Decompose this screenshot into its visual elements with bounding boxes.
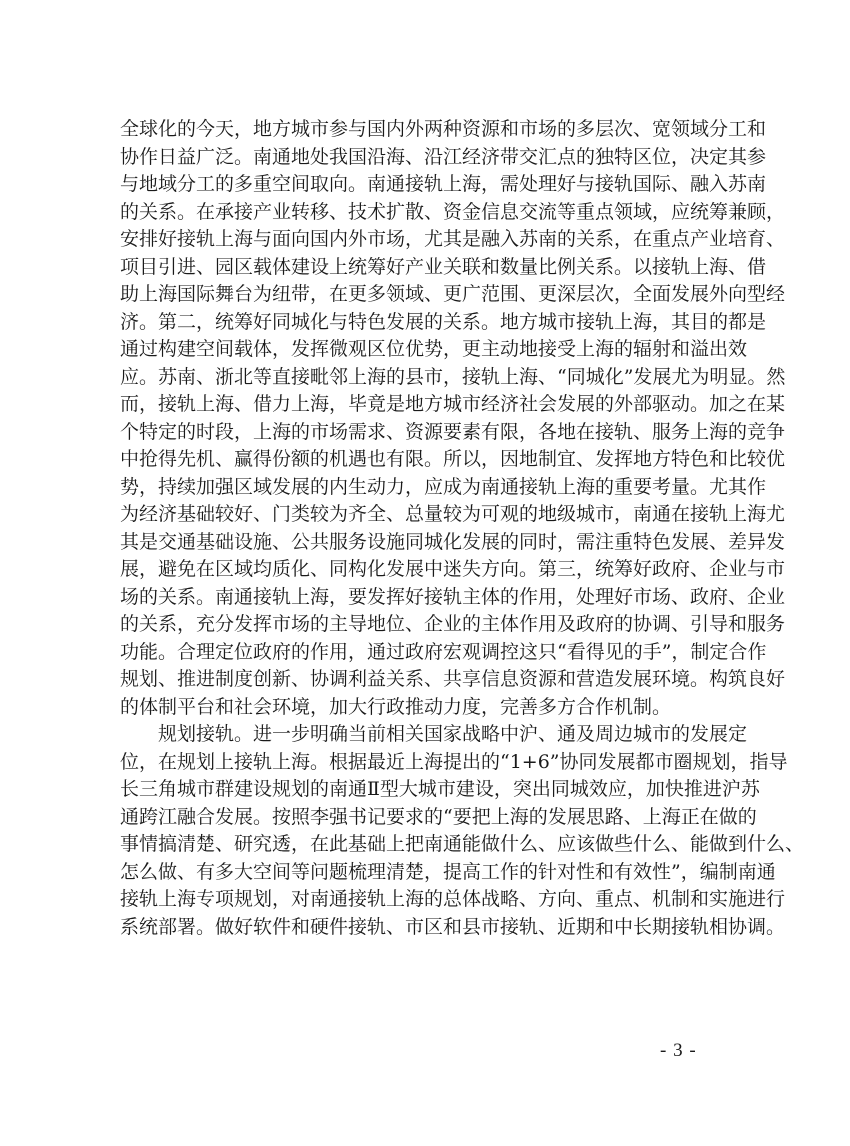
text-line: 功能。合理定位政府的作用，通过政府宏观调控这只“看得见的手”，制定合作 (120, 640, 767, 663)
page-number: - 3 - (660, 1040, 697, 1061)
text-line: 通跨江融合发展。按照李强书记要求的“要把上海的发展思路、上海正在做的 (120, 805, 757, 828)
text-line: 协作日益广泛。南通地处我国沿海、沿江经济带交汇点的独特区位，决定其参 (120, 145, 767, 168)
text-line: 的关系，充分发挥市场的主导地位、企业的主体作用及政府的协调、引导和服务 (120, 613, 786, 635)
text-line: 其是交通基础设施、公共服务设施同城化发展的同时，需注重特色发展、差异发 (120, 530, 786, 553)
text-line: 中抢得先机、赢得份额的机遇也有限。所以，因地制宜、发挥地方特色和比较优 (120, 448, 786, 470)
paragraph-1 (120, 116, 786, 721)
body-text (120, 116, 805, 941)
text-line: 应。苏南、浙北等直接毗邻上海的县市，接轨上海、“同城化”发展尤为明显。然 (120, 365, 786, 388)
text-line: 接轨上海专项规划，对南通接轨上海的总体战略、方向、重点、机制和实施进行 (120, 888, 786, 910)
text-line: 系统部署。做好软件和硬件接轨、市区和县市接轨、近期和中长期接轨相协调。 (120, 915, 786, 938)
text-line: 个特定的时段，上海的市场需求、资源要素有限，各地在接轨、服务上海的竞争 (120, 420, 786, 443)
text-line: 通过构建空间载体，发挥微观区位优势，更主动地接受上海的辐射和溢出效 (120, 338, 748, 360)
text-line: 济。第二，统筹好同城化与特色发展的关系。地方城市接轨上海，其目的都是 (120, 310, 767, 333)
paragraph-2 (120, 721, 805, 941)
text-line: 展，避免在区域均质化、同构化发展中迷失方向。第三，统筹好政府、企业与市 (120, 558, 786, 580)
text-line: 为经济基础较好、门类较为齐全、总量较为可观的地级城市，南通在接轨上海尤 (120, 503, 786, 525)
text-line: 而，接轨上海、借力上海，毕竟是地方城市经济社会发展的外部驱动。加之在某 (120, 393, 786, 415)
text-line: 位，在规划上接轨上海。根据最近上海提出的“1+6”协同发展都市圈规划，指导 (120, 750, 788, 773)
text-line: 势，持续加强区域发展的内生动力，应成为南通接轨上海的重要考量。尤其作 (120, 475, 767, 498)
text-line: 全球化的今天，地方城市参与国内外两种资源和市场的多层次、宽领域分工和 (120, 118, 767, 140)
text-line: 长三角城市群建设规划的南通Ⅱ型大城市建设，突出同城效应，加快推进沪苏 (120, 778, 760, 800)
text-line: 项目引进、园区载体建设上统筹好产业关联和数量比例关系。以接轨上海、借 (120, 255, 767, 278)
text-line: 场的关系。南通接轨上海，要发挥好接轨主体的作用，处理好市场、政府、企业 (120, 585, 786, 608)
text-line: 助上海国际舞台为纽带，在更多领域、更广范围、更深层次，全面发展外向型经 (120, 283, 786, 305)
text-line: 规划接轨。进一步明确当前相关国家战略中沪、通及周边城市的发展定 (158, 723, 748, 745)
text-line: 的关系。在承接产业转移、技术扩散、资金信息交流等重点领域，应统筹兼顾， (120, 200, 786, 223)
text-line: 安排好接轨上海与面向国内外市场，尤其是融入苏南的关系，在重点产业培育、 (120, 228, 786, 250)
text-line: 事情搞清楚、研究透，在此基础上把南通能做什么、应该做些什么、能做到什么、 (120, 833, 805, 855)
text-line: 与地域分工的多重空间取向。南通接轨上海，需处理好与接轨国际、融入苏南 (120, 173, 767, 195)
text-line: 的体制平台和社会环境，加大行政推动力度，完善多方合作机制。 (120, 695, 672, 718)
text-line: 怎么做、有多大空间等问题梳理清楚，提高工作的针对性和有效性”，编制南通 (120, 860, 776, 883)
text-line: 规划、推进制度创新、协调利益关系、共享信息资源和营造发展环境。构筑良好 (120, 668, 786, 690)
